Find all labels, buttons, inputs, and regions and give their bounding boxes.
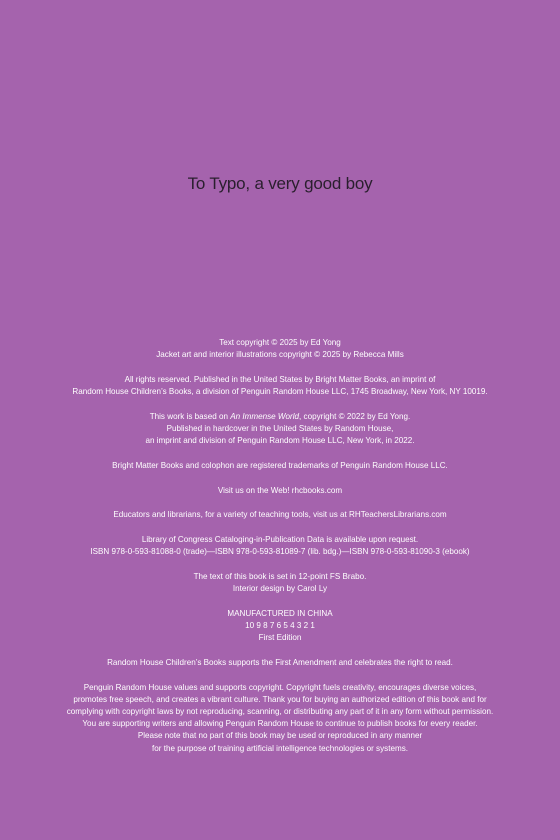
trademark-line: Bright Matter Books and colophon are registered trademarks of Penguin Random House LLC. [112, 460, 448, 470]
font-note: The text of this book is set in 12-point FS Brabo. [193, 571, 367, 581]
based-on-suffix: , copyright © 2022 by Ed Yong. [299, 411, 411, 421]
educators-statement [0, 509, 560, 521]
text-copyright: Text copyright © 2025 by Ed Yong [219, 338, 341, 347]
copyright-block [0, 337, 560, 767]
dedication: To Typo, a very good boy [187, 174, 373, 193]
based-on-line-2: Published in hardcover in the United States by Random House, [166, 424, 394, 434]
notice-line-1: Penguin Random House values and supports copyright. Copyright fuels creativity, encourages diverse voices, [83, 682, 477, 692]
edition: First Edition [258, 633, 302, 643]
first-amendment-line: Random House Children’s Books supports the First Amendment and celebrates the right to read. [107, 657, 453, 667]
design-credit: Interior design by Carol Ly [232, 584, 328, 594]
trademark-statement [0, 460, 560, 472]
based-on-prefix: This work is based on [149, 411, 231, 421]
notice-line-6: for the purpose of training artificial intelligence technologies or systems. [152, 743, 408, 753]
based-on-line-1 [0, 411, 560, 423]
rights-line-2: Random House Children’s Books, a division of Penguin Random House LLC, 1745 Broadway, New York, NY 10019. [72, 387, 488, 397]
cip-line-1: Library of Congress Cataloging-in-Publication Data is available upon request. [141, 535, 419, 545]
copyright-notice [0, 682, 560, 755]
web-line: Visit us on the Web! rhcbooks.com [217, 485, 343, 495]
educators-line: Educators and librarians, for a variety of teaching tools, visit us at RHTeachersLibrarians.com [113, 510, 447, 520]
notice-line-4: You are supporting writers and allowing Penguin Random House to continue to publish books for every reader. [82, 719, 478, 729]
source-book-title: An Immense World [230, 411, 300, 421]
credits [0, 337, 560, 361]
rights-statement [0, 374, 560, 398]
rights-line-1: All rights reserved. Published in the United States by Bright Matter Books, an imprint of [124, 374, 436, 384]
based-on-statement [0, 411, 560, 448]
web-statement [0, 485, 560, 497]
cip-data [0, 534, 560, 558]
notice-line-2: promotes free speech, and creates a vibrant culture. Thank you for buying an authorized edition of this book and for [73, 694, 487, 704]
typography-note [0, 571, 560, 595]
manufacture-info [0, 608, 560, 645]
notice-line-5: Please note that no part of this book may be used or reproduced in any manner [137, 731, 423, 741]
based-on-line-3: an imprint and division of Penguin Random House LLC, New York, in 2022. [145, 436, 415, 446]
isbn-line: ISBN 978-0-593-81088-0 (trade)—ISBN 978-0-593-81089-7 (lib. bdg.)—ISBN 978-0-593-81090-3 (ebook) [90, 547, 470, 557]
printing-line: 10 9 8 7 6 5 4 3 2 1 [245, 621, 315, 631]
manufactured-in: MANUFACTURED IN CHINA [227, 608, 333, 618]
art-copyright: Jacket art and interior illustrations copyright © 2025 by Rebecca Mills [156, 350, 404, 360]
notice-line-3: complying with copyright laws by not reproducing, scanning, or distributing any part of it in any form without permission. [66, 707, 494, 717]
first-amendment-statement [0, 657, 560, 669]
